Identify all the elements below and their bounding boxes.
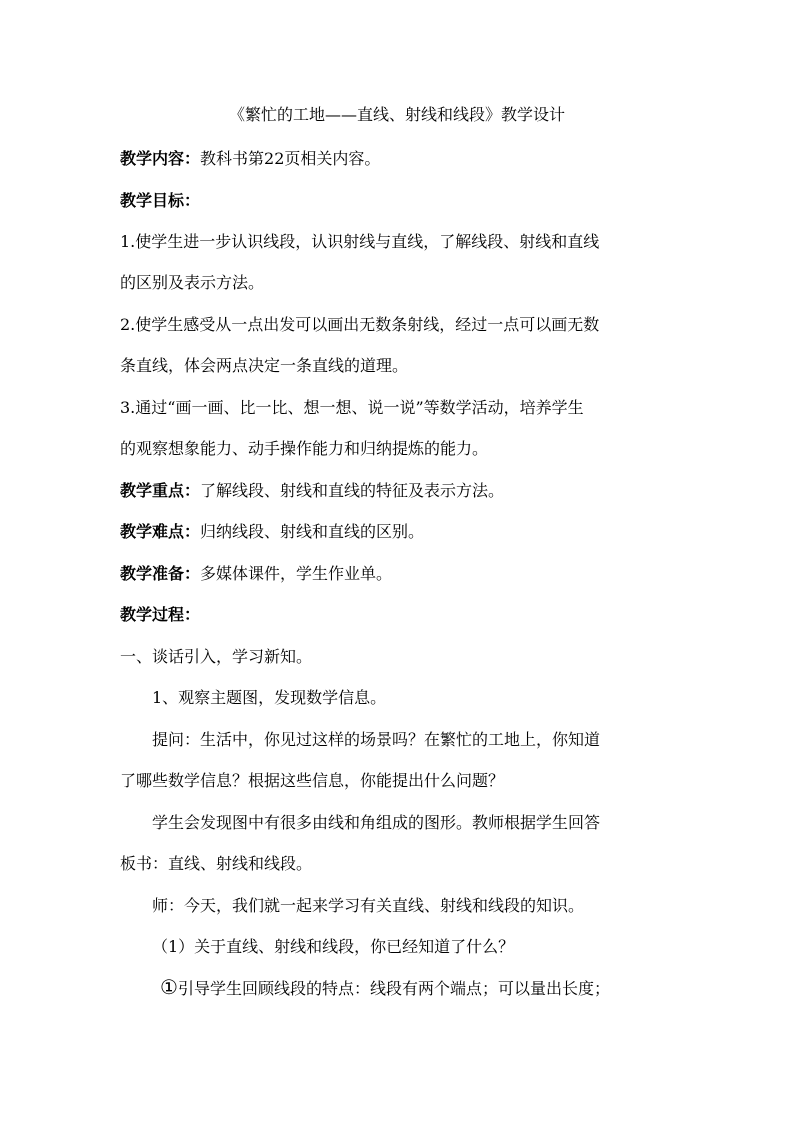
circled-number-one: ① bbox=[160, 975, 178, 999]
prep-label: 教学准备： bbox=[120, 564, 201, 583]
ask-line2: 了哪些数学信息？根据这些信息，你能提出什么问题？ bbox=[120, 771, 505, 790]
guide-paragraph bbox=[160, 976, 720, 1000]
content-label: 教学内容： bbox=[120, 149, 201, 168]
key-label: 教学重点： bbox=[120, 481, 201, 500]
content-paragraph bbox=[120, 148, 680, 170]
document-title: 《繁忙的工地——直线、射线和线段》教学设计 bbox=[228, 105, 565, 124]
goals-label: 教学目标： bbox=[120, 191, 201, 210]
ask-line1: 提问：生活中，你见过这样的场景吗？在繁忙的工地上，你知道 bbox=[152, 730, 601, 749]
key-text: 了解线段、射线和直线的特征及表示方法。 bbox=[200, 481, 505, 500]
prep-text: 多媒体课件，学生作业单。 bbox=[200, 564, 393, 583]
goal1-line2: 的区别及表示方法。 bbox=[120, 273, 265, 292]
sub-question-1: （1）关于直线、射线和线段，你已经知道了什么？ bbox=[152, 937, 515, 956]
content-text: 教科书第22页相关内容。 bbox=[200, 149, 381, 168]
goal2-line2: 条直线，体会两点决定一条直线的道理。 bbox=[120, 356, 409, 375]
goal3-line1: 3.通过“画一画、比一比、想一想、说一说”等数学活动，培养学生 bbox=[120, 398, 584, 417]
goal2-line1: 2.使学生感受从一点出发可以画出无数条射线，经过一点可以画无数 bbox=[120, 315, 600, 334]
process-label: 教学过程： bbox=[120, 605, 201, 624]
guide-text: 引导学生回顾线段的特点：线段有两个端点；可以量出长度； bbox=[177, 979, 610, 998]
difficulty-text: 归纳线段、射线和直线的区别。 bbox=[200, 522, 425, 541]
teacher-line: 师：今天，我们就一起来学习有关直线、射线和线段的知识。 bbox=[152, 896, 585, 915]
prep-paragraph bbox=[120, 563, 680, 585]
difficulty-label: 教学难点： bbox=[120, 522, 201, 541]
goal3-line2: 的观察想象能力、动手操作能力和归纳提炼的能力。 bbox=[120, 439, 489, 458]
step1: 1、观察主题图，发现数学信息。 bbox=[152, 688, 387, 707]
find-line1: 学生会发现图中有很多由线和角组成的图形。教师根据学生回答 bbox=[152, 813, 601, 832]
find-line2: 板书：直线、射线和线段。 bbox=[120, 854, 313, 873]
goals-heading bbox=[120, 190, 680, 212]
difficulty-paragraph bbox=[120, 521, 680, 543]
section1-heading: 一、谈话引入，学习新知。 bbox=[120, 647, 313, 666]
process-heading bbox=[120, 604, 680, 626]
goal1-line1: 1.使学生进一步认识线段，认识射线与直线，了解线段、射线和直线 bbox=[120, 232, 600, 251]
key-paragraph bbox=[120, 480, 680, 502]
